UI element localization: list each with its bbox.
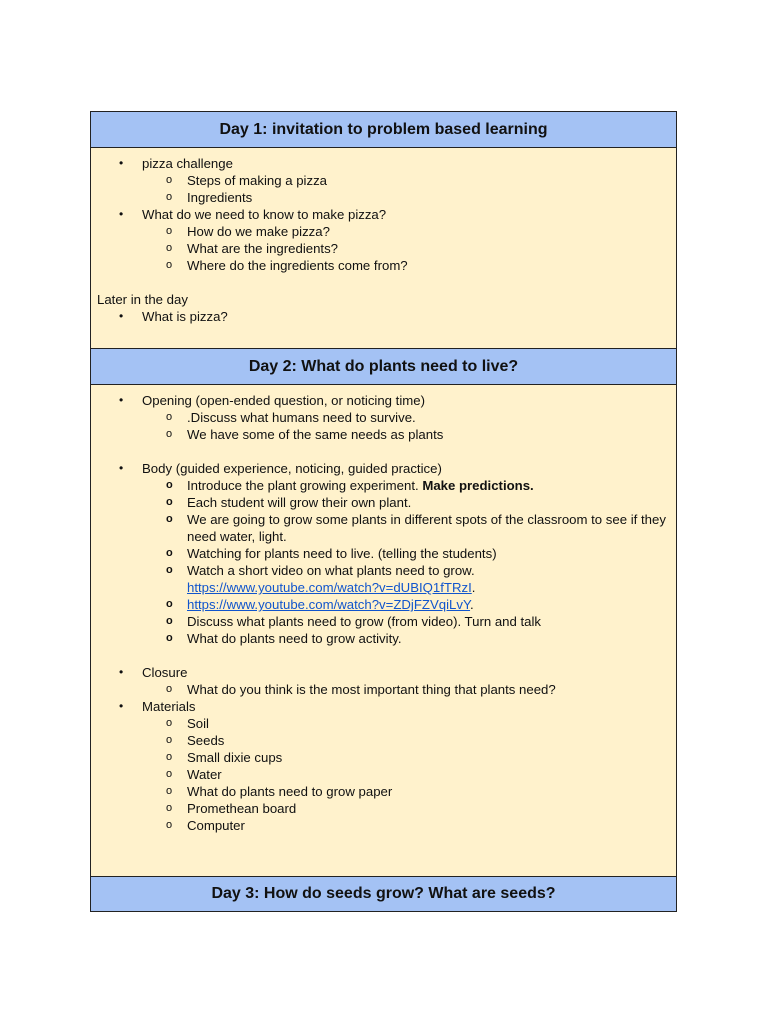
list-item: o Discuss what plants need to grow (from video). Turn and talk: [166, 614, 542, 629]
day3-title: Day 3: How do seeds grow? What are seeds?: [211, 885, 556, 902]
list-item: • What do we need to know to make pizza?: [119, 207, 387, 222]
list-item: o Steps of making a pizza: [166, 173, 328, 188]
list-item: o Soil: [166, 716, 209, 731]
list-item: • Materials: [119, 699, 196, 714]
day2-closure-list: [91, 664, 676, 834]
list-item: • Opening (open-ended question, or noticing time): [119, 393, 425, 408]
later-in-day-label: Later in the day: [97, 292, 188, 307]
list-item: o What do plants need to grow activity.: [166, 631, 402, 646]
video-link-2[interactable]: https://www.youtube.com/watch?v=ZDjFZVqiLvY: [187, 597, 471, 612]
list-item: o Ingredients: [166, 190, 253, 205]
list-item: o We have some of the same needs as plants: [166, 427, 444, 442]
day1-later-list: [91, 308, 676, 325]
lesson-plan-table: [90, 111, 677, 912]
day3-header: [91, 877, 676, 911]
list-item: o Each student will grow their own plant.: [166, 495, 412, 510]
list-item: o Seeds: [166, 733, 225, 748]
list-item: • What is pizza?: [119, 309, 228, 324]
video-link-1[interactable]: https://www.youtube.com/watch?v=dUBIQ1fTRzI: [187, 580, 472, 595]
day2-title: Day 2: What do plants need to live?: [248, 357, 519, 375]
list-item: o Watching for plants need to live. (telling the students): [166, 546, 497, 561]
list-item: o Small dixie cups: [166, 750, 283, 765]
day2-header: [91, 349, 676, 385]
list-item: o How do we make pizza?: [166, 224, 330, 239]
list-item: o Watch a short video on what plants need to grow. https://www.youtube.com/watch?v=dUBIQ1fTRzI.: [166, 563, 476, 595]
list-item: o What do you think is the most important thing that plants need?: [166, 682, 556, 697]
day2-body: [91, 385, 676, 877]
list-item: o Introduce the plant growing experiment. Make predictions.: [166, 478, 534, 493]
day2-body-list: [91, 460, 676, 647]
list-item: • Body (guided experience, noticing, guided practice): [119, 461, 442, 476]
list-item: • Closure: [119, 665, 188, 680]
list-item: o We are going to grow some plants in different spots of the classroom to see if they need water, light.: [166, 512, 666, 544]
list-item: o Water: [166, 767, 222, 782]
list-item: o Computer: [166, 818, 245, 833]
day1-body: [91, 148, 676, 349]
day1-title: Day 1: invitation to problem based learning: [219, 120, 548, 138]
day1-list: [91, 155, 676, 274]
list-item: o What do plants need to grow paper: [166, 784, 393, 799]
list-item: o https://www.youtube.com/watch?v=ZDjFZVqiLvY.: [166, 597, 474, 612]
day1-header: [91, 112, 676, 148]
list-item: • pizza challenge: [119, 156, 233, 171]
day2-opening-list: [91, 392, 676, 443]
list-item: o .Discuss what humans need to survive.: [166, 410, 416, 425]
list-item: o Where do the ingredients come from?: [166, 258, 408, 273]
list-item: o What are the ingredients?: [166, 241, 339, 256]
list-item: o Promethean board: [166, 801, 297, 816]
